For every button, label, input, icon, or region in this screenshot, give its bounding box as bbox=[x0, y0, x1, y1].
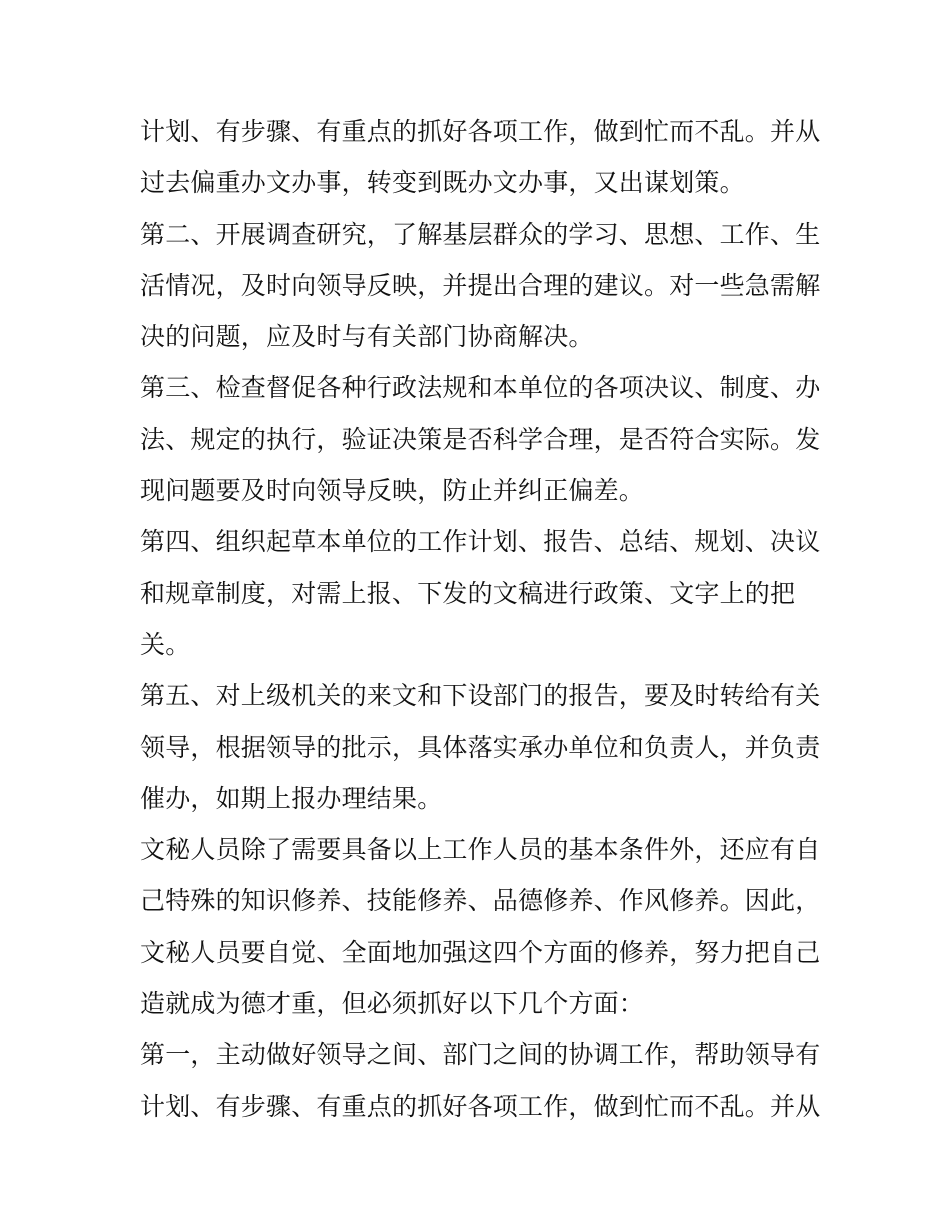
text-line-14: 催办，如期上报办理结果。 bbox=[140, 783, 443, 813]
text-line-16: 己特殊的知识修养、技能修养、品德修养、作风修养。因此， bbox=[140, 886, 821, 916]
text-line-17: 文秘人员要自觉、全面地加强这四个方面的修养，努力把自己 bbox=[140, 937, 821, 967]
text-line-10: 和规章制度，对需上报、下发的文稿进行政策、文字上的把 bbox=[140, 578, 796, 608]
text-line-7: 法、规定的执行，验证决策是否科学合理，是否符合实际。发 bbox=[140, 424, 821, 454]
text-line-20: 计划、有步骤、有重点的抓好各项工作，做到忙而不乱。并从 bbox=[140, 1091, 821, 1121]
text-line-4: 活情况，及时向领导反映，并提出合理的建议。对一些急需解 bbox=[140, 270, 821, 300]
text-line-8: 现问题要及时向领导反映，防止并纠正偏差。 bbox=[140, 476, 645, 506]
text-line-18: 造就成为德才重，但必须抓好以下几个方面： bbox=[140, 989, 645, 1019]
text-line-5: 决的问题，应及时与有关部门协商解决。 bbox=[140, 322, 594, 352]
text-line-11: 关。 bbox=[140, 629, 191, 659]
text-line-12: 第五、对上级机关的来文和下设部门的报告，要及时转给有关 bbox=[140, 681, 821, 711]
text-line-19: 第一，主动做好领导之间、部门之间的协调工作，帮助领导有 bbox=[140, 1040, 821, 1070]
text-line-1: 计划、有步骤、有重点的抓好各项工作，做到忙而不乱。并从 bbox=[140, 117, 821, 146]
text-line-3: 第二、开展调查研究，了解基层群众的学习、思想、工作、生 bbox=[140, 219, 821, 249]
document-body bbox=[140, 106, 820, 1132]
text-line-13: 领导，根据领导的批示，具体落实承办单位和负责人，并负责 bbox=[140, 732, 821, 762]
text-line-6: 第三、检查督促各种行政法规和本单位的各项决议、制度、办 bbox=[140, 373, 821, 403]
text-line-2: 过去偏重办文办事，转变到既办文办事，又出谋划策。 bbox=[140, 168, 745, 198]
text-line-9: 第四、组织起草本单位的工作计划、报告、总结、规划、决议 bbox=[140, 527, 821, 557]
text-line-15: 文秘人员除了需要具备以上工作人员的基本条件外，还应有自 bbox=[140, 835, 821, 865]
